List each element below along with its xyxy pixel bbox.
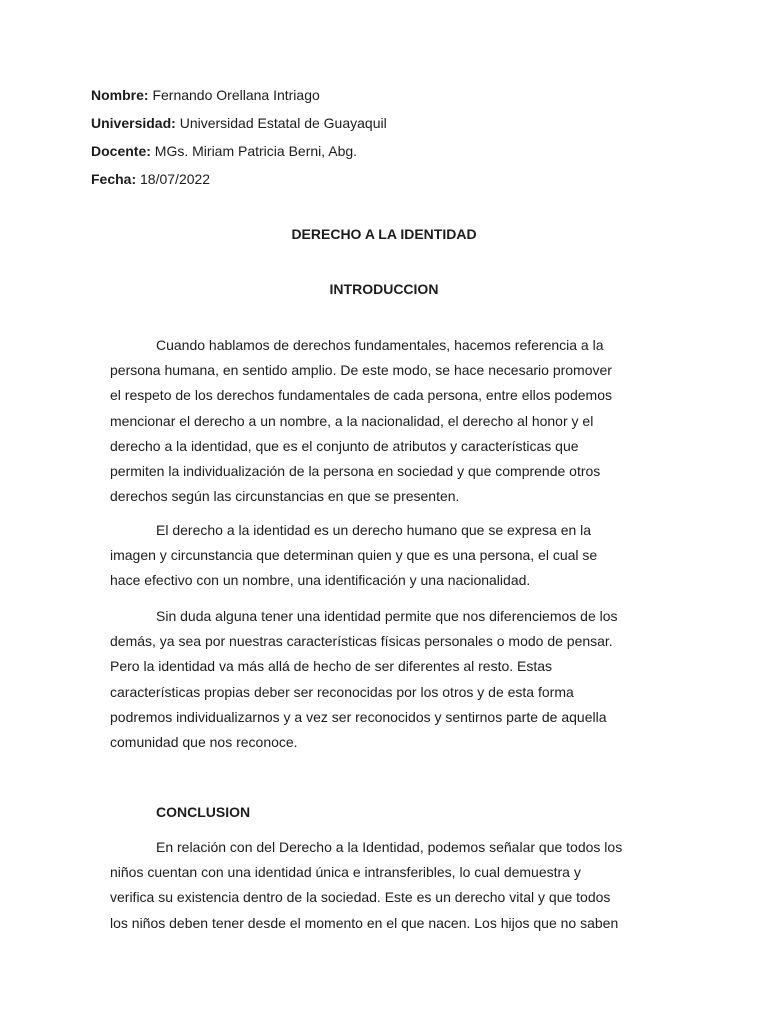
paragraph-line: imagen y circunstancia que determinan quien y que es una persona, el cual se: [110, 547, 598, 564]
paragraph-line: el respeto de los derechos fundamentales de cada persona, entre ellos podemos: [110, 387, 612, 404]
docente-value: MGs. Miriam Patricia Berni, Abg.: [154, 143, 358, 159]
paragraph-line: demás, ya sea por nuestras características físicas personales o modo de pensar.: [110, 633, 613, 650]
document-title: DERECHO A LA IDENTIDAD: [291, 226, 477, 242]
intro-paragraph-1: [110, 333, 670, 509]
header-docente-line: [91, 142, 357, 160]
intro-paragraph-3: [110, 604, 670, 755]
paragraph-line: permiten la individualización de la persona en sociedad y que comprende otros: [110, 462, 601, 479]
paragraph-line: derechos según las circunstancias en que se presenten.: [110, 488, 460, 505]
fecha-value: 18/07/2022: [140, 171, 211, 187]
paragraph-line: hace efectivo con un nombre, una identificación y una nacionalidad.: [110, 572, 531, 589]
paragraph-line: los niños deben tener desde el momento en el que nacen. Los hijos que no saben: [110, 914, 619, 931]
fecha-label: Fecha:: [91, 171, 137, 187]
paragraph-line: verifica su existencia dentro de la sociedad. Este es un derecho vital y que todos: [110, 889, 611, 906]
conclusion-heading: CONCLUSION: [156, 804, 251, 820]
paragraph-line: niños cuentan con una identidad única e intransferibles, lo cual demuestra y: [110, 864, 581, 881]
paragraph-line: características propias deber ser reconocidas por los otros y de esta forma: [110, 683, 574, 700]
universidad-value: Universidad Estatal de Guayaquil: [179, 115, 387, 131]
header-universidad-line: [91, 114, 387, 132]
paragraph-line: persona humana, en sentido amplio. De este modo, se hace necesario promover: [110, 362, 612, 379]
nombre-value: Fernando Orellana Intriago: [152, 87, 320, 103]
docente-label: Docente:: [91, 143, 151, 159]
paragraph-line: podremos individualizarnos y a vez ser reconocidos y sentirnos parte de aquella: [110, 708, 607, 725]
header-fecha-line: [91, 170, 210, 188]
paragraph-line: derecho a la identidad, que es el conjunto de atributos y características que: [110, 437, 579, 454]
paragraph-line: mencionar el derecho a un nombre, a la nacionalidad, el derecho al honor y el: [110, 412, 594, 429]
paragraph-line: En relación con del Derecho a la Identidad, podemos señalar que todos los: [156, 839, 623, 855]
paragraph-line: El derecho a la identidad es un derecho humano que se expresa en la: [156, 522, 592, 538]
paragraph-line: Cuando hablamos de derechos fundamentales, hacemos referencia a la: [156, 337, 604, 353]
paragraph-line: Sin duda alguna tener una identidad permite que nos diferenciemos de los: [156, 608, 618, 624]
paragraph-line: Pero la identidad va más allá de hecho de ser diferentes al resto. Estas: [110, 658, 553, 675]
intro-paragraph-2: [110, 518, 670, 594]
header-nombre-line: [91, 86, 320, 104]
nombre-label: Nombre:: [91, 87, 149, 103]
conclusion-paragraph: [110, 835, 670, 936]
universidad-label: Universidad:: [91, 115, 176, 131]
paragraph-line: comunidad que nos reconoce.: [110, 733, 298, 750]
intro-heading: INTRODUCCION: [329, 281, 439, 297]
